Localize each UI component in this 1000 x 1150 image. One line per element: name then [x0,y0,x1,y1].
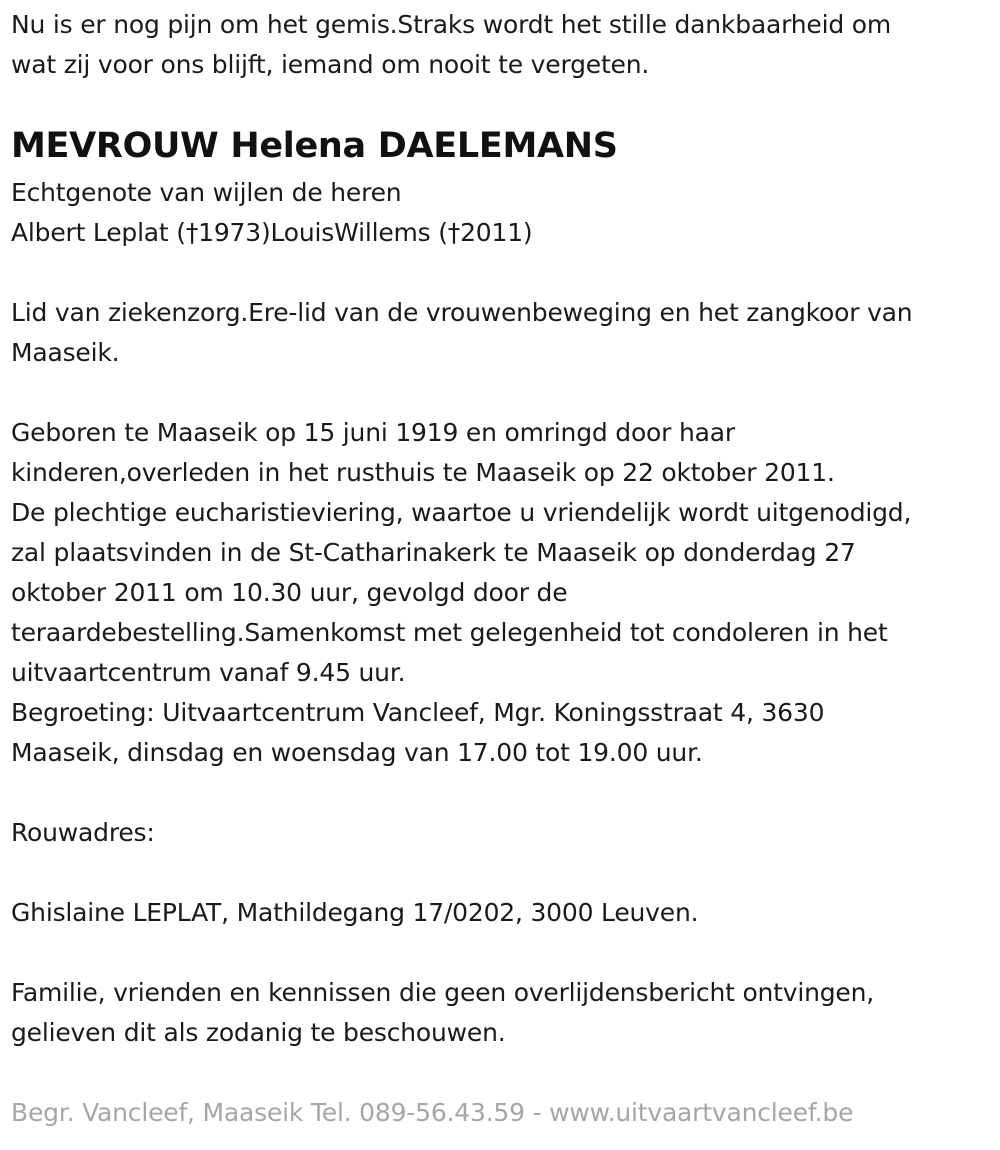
mourning-address [11,893,698,933]
membership-line-1: Lid van ziekenzorg.Ere-lid van de vrouwenbeweging en het zangkoor van [11,298,913,327]
intro-line-1: Nu is er nog pijn om het gemis.Straks wordt het stille dankbaarheid om [11,10,891,39]
spouse-line-1: Echtgenote van wijlen de heren [11,178,402,207]
family-note-line-1: Familie, vrienden en kennissen die geen overlijdensbericht ontvingen, [11,978,875,1007]
deceased-name: MEVROUW Helena DAELEMANS [11,126,618,166]
details-line-3: De plechtige eucharistieviering, waartoe u vriendelijk wordt uitgenodigd, [11,498,912,527]
details-line-5: oktober 2011 om 10.30 uur, gevolgd door de [11,578,568,607]
details-line-7: uitvaartcentrum vanaf 9.45 uur. [11,658,406,687]
family-note [11,973,874,1053]
spouse-line-2: Albert Leplat (†1973)LouisWillems (†2011) [11,218,533,247]
details-info [11,413,911,773]
details-line-9: Maaseik, dinsdag en woensdag van 17.00 tot 19.00 uur. [11,738,703,767]
intro-text [11,5,891,85]
details-line-4: zal plaatsvinden in de St-Catharinakerk te Maaseik op donderdag 27 [11,538,856,567]
details-line-1: Geboren te Maaseik op 15 juni 1919 en omringd door haar [11,418,735,447]
details-line-8: Begroeting: Uitvaartcentrum Vancleef, Mgr. Koningsstraat 4, 3630 [11,698,825,727]
details-line-2: kinderen,overleden in het rusthuis te Maaseik op 22 oktober 2011. [11,458,835,487]
spouse-info [11,173,532,253]
membership-line-2: Maaseik. [11,338,120,367]
footer-contact: Begr. Vancleef, Maaseik Tel. 089-56.43.59 - www.uitvaartvancleef.be [11,1098,854,1127]
intro-line-2: wat zij voor ons blijft, iemand om nooit te vergeten. [11,50,650,79]
family-note-line-2: gelieven dit als zodanig te beschouwen. [11,1018,506,1047]
mourning-address-text: Ghislaine LEPLAT, Mathildegang 17/0202, 3000 Leuven. [11,898,699,927]
details-line-6: teraardebestelling.Samenkomst met gelegenheid tot condoleren in het [11,618,888,647]
mourning-address-label-text: Rouwadres: [11,818,155,847]
mourning-address-label [11,813,155,853]
membership-info [11,293,912,373]
